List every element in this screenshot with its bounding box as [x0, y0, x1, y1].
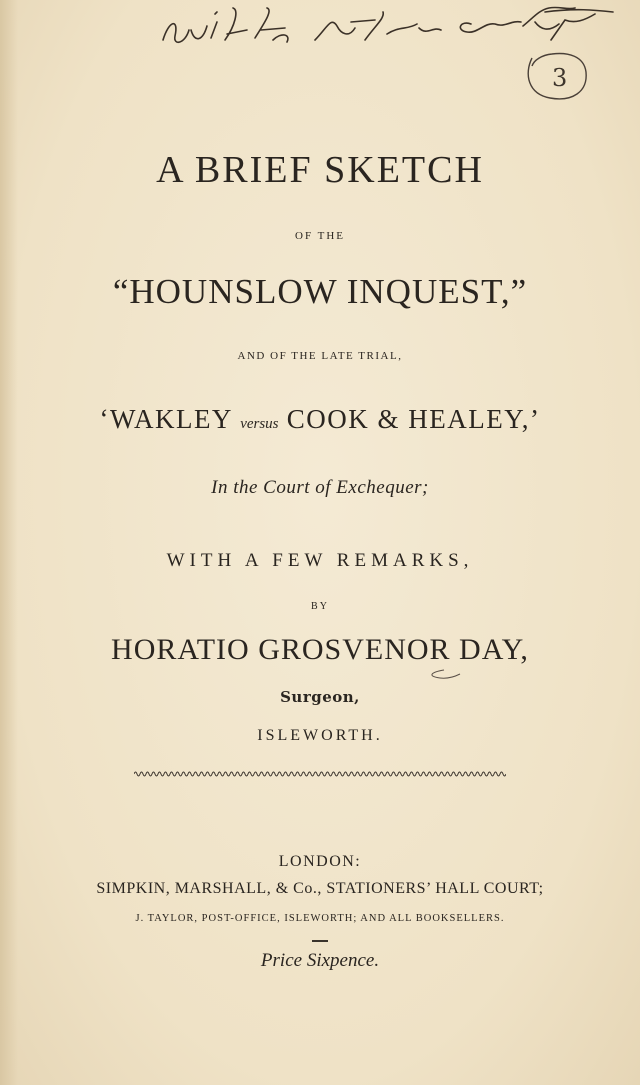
- wavy-rule: [134, 768, 506, 780]
- remarks-line: WITH A FEW REMARKS,: [166, 550, 474, 571]
- of-the-line: OF THE: [295, 230, 345, 242]
- folio-number: 3: [552, 64, 568, 92]
- case-defendants: COOK & HEALEY,’: [286, 404, 541, 434]
- subject-title: “HOUNSLOW INQUEST,”: [112, 272, 528, 311]
- author-name: HORATIO GROSVENOR DAY,: [111, 633, 529, 666]
- case-versus: versus: [240, 416, 279, 432]
- case-plaintiff: ‘WAKLEY: [99, 404, 232, 434]
- price: Price Sixpence.: [260, 950, 380, 971]
- imprint-printer: J. TAYLOR, POST-OFFICE, ISLEWORTH; AND ALL BOOKSELLERS.: [135, 913, 505, 924]
- folio-number-circle: [522, 48, 594, 104]
- court-line: In the Court of Exchequer;: [211, 477, 429, 498]
- short-rule: [312, 940, 328, 942]
- late-trial-line: AND OF THE LATE TRIAL,: [237, 350, 403, 362]
- author-place: ISLEWORTH.: [257, 727, 383, 744]
- author-profession: Surgeon,: [280, 688, 360, 706]
- imprint-city: LONDON:: [278, 853, 362, 870]
- title: A BRIEF SKETCH: [156, 149, 484, 191]
- case-title: [0, 404, 640, 435]
- imprint-publisher: SIMPKIN, MARSHALL, & Co., STATIONERS’ HALL COURT;: [96, 880, 544, 897]
- by-line: BY: [311, 601, 329, 612]
- pencil-mark: [422, 666, 462, 682]
